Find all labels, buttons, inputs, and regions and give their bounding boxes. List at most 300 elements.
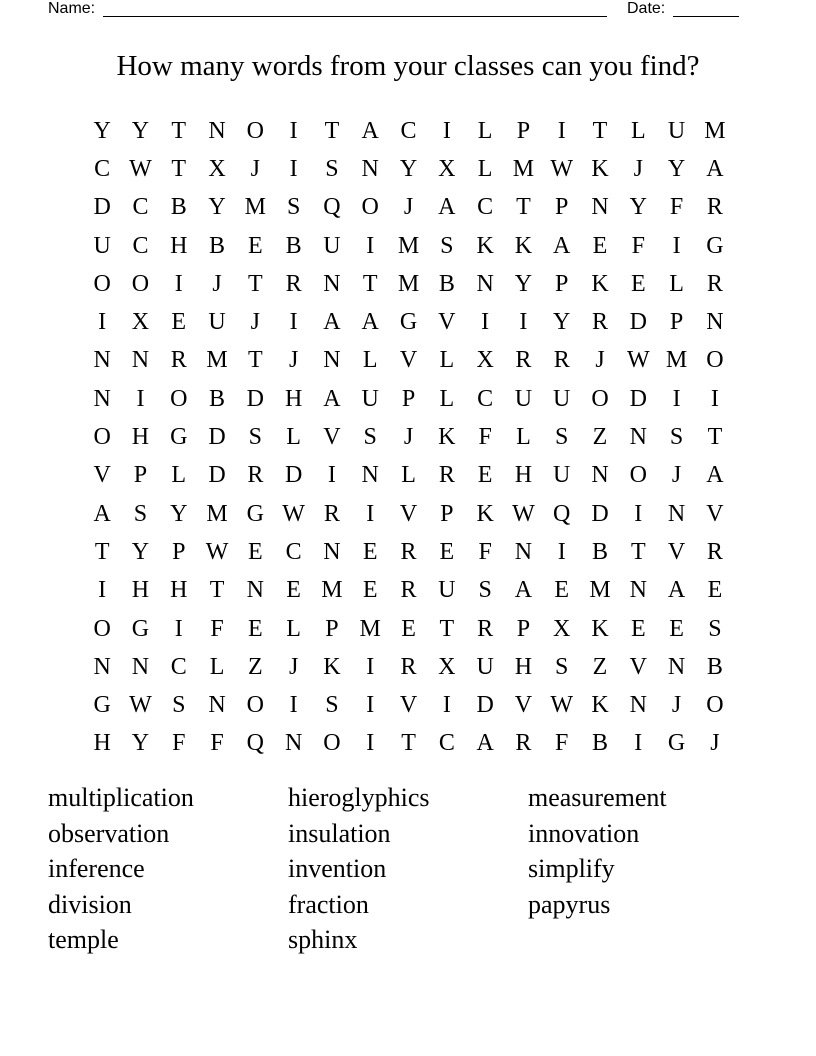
grid-letter: J (250, 155, 260, 182)
grid-letter: F (631, 232, 645, 259)
grid-letter: I (174, 615, 183, 642)
grid-letter: S (325, 155, 339, 182)
grid-letter: K (514, 232, 533, 259)
grid-letter: W (205, 538, 229, 565)
grid-letter: I (557, 538, 566, 565)
grid-letter: Y (93, 117, 111, 144)
grid-letter: V (399, 500, 418, 527)
grid-letter: X (131, 309, 150, 336)
grid-letter: M (704, 117, 726, 144)
grid-letter: U (438, 577, 456, 604)
grid-letter: G (170, 424, 188, 451)
grid-letter: I (366, 653, 375, 680)
grid-letter: L (401, 462, 416, 489)
word-search-grid (83, 112, 733, 763)
grid-letter: R (477, 615, 494, 642)
grid-letter: T (94, 538, 110, 565)
word-list-item: papyrus (528, 889, 611, 919)
grid-letter: A (514, 577, 533, 604)
grid-letter: B (438, 270, 455, 297)
grid-letter: P (172, 538, 186, 565)
grid-letter: Y (131, 730, 150, 757)
grid-letter: C (477, 194, 494, 221)
grid-letter: K (591, 615, 609, 642)
grid-letter: A (438, 194, 456, 221)
grid-letter: S (478, 577, 492, 604)
date-blank-line (673, 16, 739, 17)
grid-letter: N (629, 424, 647, 451)
word-column (528, 780, 768, 922)
grid-letter: Y (553, 309, 571, 336)
grid-letter: Q (323, 194, 341, 221)
grid-letter: L (630, 117, 646, 144)
grid-letter: K (476, 500, 494, 527)
grid-letter: P (555, 270, 569, 297)
grid-letter: Q (246, 730, 264, 757)
grid-letter: I (289, 692, 298, 719)
grid-letter: Y (131, 538, 150, 565)
grid-letter: G (399, 309, 418, 336)
grid-letter: C (170, 653, 187, 680)
grid-letter: T (401, 730, 416, 757)
grid-letter: O (246, 117, 264, 144)
grid-letter: O (706, 692, 724, 719)
grid-letter: H (131, 577, 150, 604)
grid-letter: O (361, 194, 379, 221)
grid-letter: A (706, 462, 724, 489)
grid-letter: I (174, 270, 183, 297)
grid-letter: I (672, 385, 681, 412)
grid-letter: S (172, 692, 186, 719)
grid-letter: Q (553, 500, 571, 527)
grid-letter: H (93, 730, 111, 757)
grid-letter: H (514, 462, 533, 489)
grid-letter: O (93, 270, 111, 297)
grid-letter: Z (592, 424, 608, 451)
grid-letter: B (170, 194, 187, 221)
grid-letter: C (400, 117, 417, 144)
word-list-item: insulation (288, 818, 391, 848)
grid-letter: R (285, 270, 302, 297)
grid-letter: N (246, 577, 264, 604)
grid-letter: G (131, 615, 150, 642)
grid-letter: I (519, 309, 528, 336)
grid-letter: R (400, 653, 417, 680)
grid-letter: R (592, 309, 609, 336)
grid-letter: N (93, 653, 111, 680)
grid-letter: F (210, 615, 224, 642)
word-list-item: invention (288, 854, 387, 884)
grid-letter: A (361, 117, 379, 144)
page-title: How many words from your classes can you find? (116, 50, 700, 82)
grid-letter: C (132, 194, 149, 221)
grid-letter: Y (399, 155, 418, 182)
grid-letter: P (555, 194, 569, 221)
grid-letter: F (555, 730, 569, 757)
word-list-item: inference (48, 854, 145, 884)
grid-letter: I (366, 500, 375, 527)
grid-letter: V (93, 462, 111, 489)
grid-letter: B (592, 730, 609, 757)
grid-letter: I (289, 309, 298, 336)
grid-letter: H (170, 232, 188, 259)
grid-letter: M (397, 232, 420, 259)
grid-letter: D (629, 385, 647, 412)
grid-letter: I (98, 309, 107, 336)
grid-letter: I (672, 232, 681, 259)
grid-letter: C (94, 155, 111, 182)
grid-letter: G (706, 232, 724, 259)
grid-letter: A (323, 385, 341, 412)
grid-letter: X (553, 615, 571, 642)
grid-letter: E (669, 615, 684, 642)
grid-letter: V (667, 538, 686, 565)
grid-letter: T (171, 117, 187, 144)
grid-letter: O (93, 615, 111, 642)
grid-letter: N (93, 385, 111, 412)
grid-letter: S (133, 500, 148, 527)
grid-letter: H (284, 385, 303, 412)
grid-letter: T (362, 270, 378, 297)
grid-letter: D (246, 385, 264, 412)
grid-letter: X (476, 347, 494, 374)
grid-letter: Y (667, 155, 686, 182)
grid-letter: E (477, 462, 493, 489)
grid-letter: P (516, 117, 531, 144)
grid-letter: N (361, 155, 379, 182)
grid-letter: V (323, 424, 341, 451)
grid-letter: C (438, 730, 455, 757)
grid-letter: N (323, 270, 341, 297)
grid-letter: F (172, 730, 186, 757)
grid-letter: M (589, 577, 611, 604)
grid-letter: T (592, 117, 608, 144)
grid-letter: I (366, 730, 375, 757)
grid-letter: N (591, 462, 609, 489)
word-list-item: multiplication (48, 783, 194, 812)
grid-letter: T (516, 194, 531, 221)
grid-letter: J (288, 653, 299, 680)
grid-letter: D (208, 462, 226, 489)
grid-letter: L (516, 424, 531, 451)
word-list-item: hieroglyphics (288, 783, 430, 812)
grid-letter: O (170, 385, 188, 412)
date-label: Date: (627, 0, 666, 17)
grid-letter: A (667, 577, 686, 604)
grid-letter: U (553, 462, 571, 489)
grid-letter: F (478, 538, 492, 565)
grid-letter: J (212, 270, 222, 297)
grid-letter: R (706, 270, 723, 297)
word-column (48, 780, 288, 958)
grid-letter: R (553, 347, 570, 374)
grid-letter: G (246, 500, 264, 527)
grid-letter: S (286, 194, 301, 221)
grid-letter: D (476, 692, 494, 719)
grid-letter: N (323, 347, 341, 374)
grid-letter: S (363, 424, 377, 451)
grid-letter: N (131, 653, 150, 680)
worksheet-header (0, 0, 816, 22)
word-list-item: measurement (528, 783, 667, 812)
grid-letter: N (706, 309, 724, 336)
grid-letter: T (324, 117, 340, 144)
grid-letter: C (132, 232, 149, 259)
grid-letter: V (438, 309, 456, 336)
grid-letter: Y (131, 117, 150, 144)
grid-letter: U (667, 117, 686, 144)
grid-letter: R (438, 462, 455, 489)
grid-letter: R (515, 347, 532, 374)
word-list-item: temple (48, 925, 119, 955)
grid-letter: I (442, 692, 451, 719)
name-label: Name: (48, 0, 96, 17)
word-list-item: innovation (528, 818, 640, 848)
grid-letter: U (476, 653, 494, 680)
grid-letter: F (210, 730, 224, 757)
grid-letter: I (557, 117, 566, 144)
grid-letter: P (669, 309, 684, 336)
grid-letter: J (710, 730, 720, 757)
grid-letter: N (208, 692, 226, 719)
grid-letter: L (209, 653, 225, 680)
grid-letter: W (550, 692, 574, 719)
grid-letter: Y (514, 270, 533, 297)
grid-letter: T (171, 155, 187, 182)
grid-letter: E (248, 232, 263, 259)
grid-letter: Y (170, 500, 188, 527)
grid-letter: K (591, 155, 609, 182)
grid-letter: A (323, 309, 341, 336)
grid-letter: Z (248, 653, 263, 680)
grid-letter: R (400, 538, 417, 565)
grid-letter: O (246, 692, 264, 719)
name-blank-line (103, 16, 607, 17)
grid-letter: E (248, 538, 263, 565)
grid-letter: N (284, 730, 303, 757)
grid-letter: I (327, 462, 336, 489)
grid-letter: N (361, 462, 379, 489)
grid-letter: V (399, 692, 418, 719)
grid-letter: S (440, 232, 454, 259)
grid-letter: N (323, 538, 341, 565)
grid-letter: J (288, 347, 299, 374)
grid-letter: X (208, 155, 226, 182)
grid-letter: J (403, 424, 414, 451)
grid-letter: Y (629, 194, 647, 221)
grid-letter: R (706, 194, 723, 221)
grid-letter: T (630, 538, 646, 565)
grid-letter: E (592, 232, 608, 259)
grid-letter: O (629, 462, 647, 489)
grid-letter: K (323, 653, 341, 680)
grid-letter: F (478, 424, 492, 451)
grid-letter: I (634, 730, 643, 757)
grid-letter: E (248, 615, 263, 642)
grid-letter: K (591, 692, 609, 719)
grid-letter: J (671, 692, 682, 719)
grid-letter: S (248, 424, 263, 451)
grid-letter: I (442, 117, 451, 144)
grid-letter: O (93, 424, 111, 451)
grid-letter: J (633, 155, 643, 182)
grid-letter: U (553, 385, 571, 412)
grid-letter: A (476, 730, 494, 757)
grid-letter: O (591, 385, 609, 412)
grid-letter: L (477, 117, 493, 144)
grid-letter: D (284, 462, 303, 489)
grid-letter: L (439, 385, 455, 412)
grid-letter: B (209, 385, 226, 412)
grid-letter: I (634, 500, 643, 527)
grid-letter: I (710, 385, 719, 412)
grid-letter: E (630, 615, 646, 642)
grid-letter: N (93, 347, 111, 374)
grid-letter: D (93, 194, 111, 221)
grid-letter: E (554, 577, 570, 604)
grid-letter: F (669, 194, 684, 221)
grid-letter: I (481, 309, 490, 336)
grid-letter: P (133, 462, 148, 489)
grid-letter: L (477, 155, 493, 182)
grid-letter: C (285, 538, 302, 565)
grid-letter: U (208, 309, 226, 336)
word-list-item: simplify (528, 854, 615, 884)
grid-letter: M (321, 577, 343, 604)
grid-letter: M (206, 500, 228, 527)
grid-letter: O (131, 270, 150, 297)
grid-letter: Y (208, 194, 226, 221)
word-list-item: sphinx (288, 925, 358, 955)
grid-letter: I (366, 692, 375, 719)
grid-letter: N (667, 500, 686, 527)
grid-letter: E (630, 270, 646, 297)
grid-letter: N (629, 692, 647, 719)
grid-letter: D (208, 424, 226, 451)
grid-letter: E (286, 577, 301, 604)
grid-letter: J (595, 347, 605, 374)
grid-letter: V (514, 692, 533, 719)
grid-letter: T (248, 270, 263, 297)
grid-letter: S (325, 692, 339, 719)
grid-letter: P (516, 615, 531, 642)
grid-letter: W (129, 692, 152, 719)
grid-letter: A (361, 309, 379, 336)
grid-letter: N (514, 538, 533, 565)
grid-letter: D (629, 309, 647, 336)
grid-letter: U (361, 385, 379, 412)
word-list-item: division (48, 889, 132, 919)
grid-letter: T (209, 577, 225, 604)
grid-letter: S (555, 424, 569, 451)
grid-letter: A (553, 232, 571, 259)
grid-letter: I (289, 117, 298, 144)
grid-letter: L (669, 270, 684, 297)
grid-letter: Z (592, 653, 608, 680)
grid-letter: P (401, 385, 416, 412)
grid-letter: N (131, 347, 150, 374)
grid-letter: N (476, 270, 494, 297)
grid-letter: H (131, 424, 150, 451)
grid-letter: C (477, 385, 494, 412)
grid-letter: L (439, 347, 455, 374)
grid-letter: M (665, 347, 688, 374)
grid-letter: B (285, 232, 302, 259)
grid-letter: T (439, 615, 455, 642)
grid-letter: W (512, 500, 535, 527)
grid-letter: W (626, 347, 650, 374)
grid-letter: W (282, 500, 305, 527)
word-list-item: fraction (288, 889, 369, 919)
grid-letter: L (286, 615, 301, 642)
grid-letter: O (706, 347, 724, 374)
grid-letter: M (397, 270, 420, 297)
grid-letter: I (366, 232, 375, 259)
grid-letter: G (93, 692, 111, 719)
word-column (288, 780, 528, 958)
grid-letter: E (401, 615, 416, 642)
grid-letter: V (629, 653, 647, 680)
grid-letter: M (244, 194, 266, 221)
grid-letter: X (438, 653, 456, 680)
grid-letter: U (93, 232, 111, 259)
grid-letter: A (706, 155, 724, 182)
word-list-item: observation (48, 818, 170, 848)
grid-letter: E (362, 577, 378, 604)
grid-letter: L (171, 462, 187, 489)
grid-letter: V (706, 500, 724, 527)
grid-letter: O (323, 730, 341, 757)
grid-letter: J (250, 309, 260, 336)
grid-letter: T (248, 347, 263, 374)
grid-letter: L (362, 347, 378, 374)
grid-letter: L (286, 424, 301, 451)
grid-letter: N (591, 194, 609, 221)
grid-letter: K (591, 270, 609, 297)
grid-letter: S (708, 615, 722, 642)
grid-letter: R (323, 500, 340, 527)
grid-letter: E (171, 309, 187, 336)
grid-letter: N (629, 577, 647, 604)
grid-letter: R (247, 462, 264, 489)
grid-letter: B (209, 232, 226, 259)
grid-letter: V (399, 347, 418, 374)
grid-letter: M (359, 615, 381, 642)
grid-letter: E (362, 538, 378, 565)
grid-letter: R (515, 730, 532, 757)
grid-letter: H (514, 653, 533, 680)
grid-letter: S (669, 424, 684, 451)
grid-letter: K (438, 424, 456, 451)
grid-letter: I (136, 385, 145, 412)
grid-letter: U (323, 232, 341, 259)
grid-letter: K (476, 232, 494, 259)
grid-letter: A (93, 500, 111, 527)
grid-letter: N (208, 117, 226, 144)
grid-letter: P (440, 500, 454, 527)
grid-letter: E (439, 538, 455, 565)
grid-letter: I (98, 577, 107, 604)
grid-letter: M (512, 155, 535, 182)
grid-letter: S (555, 653, 569, 680)
grid-letter: J (671, 462, 682, 489)
grid-letter: M (206, 347, 228, 374)
grid-letter: N (667, 653, 686, 680)
grid-letter: H (170, 577, 188, 604)
grid-letter: P (325, 615, 339, 642)
grid-letter: U (514, 385, 533, 412)
grid-letter: J (403, 194, 414, 221)
